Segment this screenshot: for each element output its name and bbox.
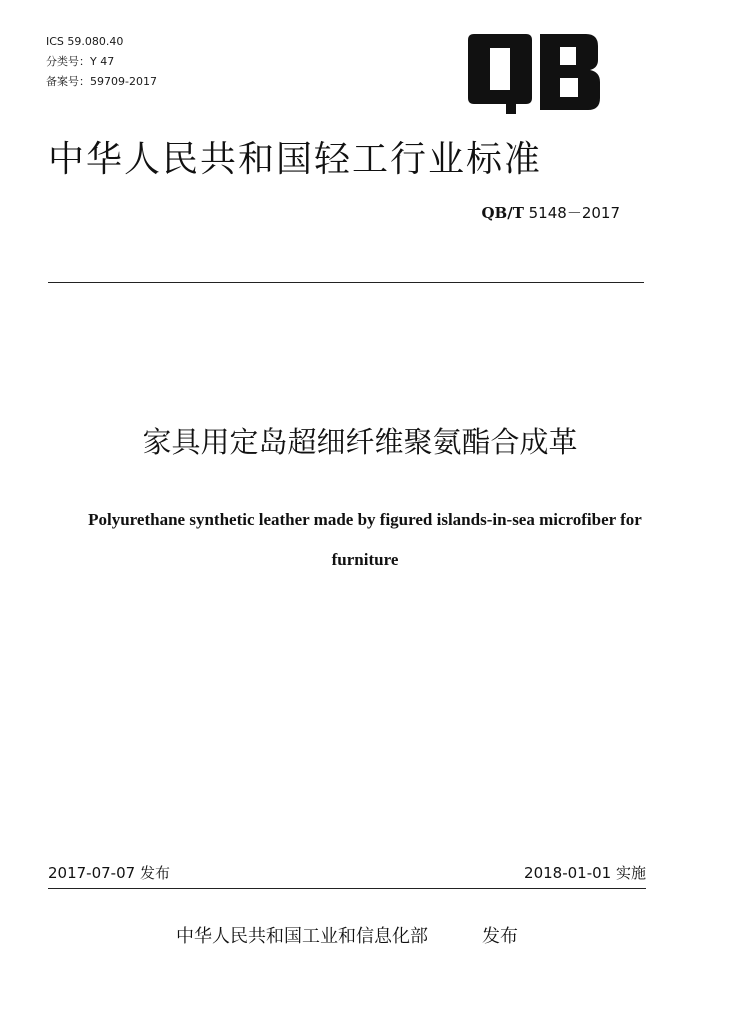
classification-number: 分类号：Y 47 (46, 55, 115, 68)
qb-logo (468, 34, 600, 114)
footer-divider (48, 888, 646, 889)
title-english-line2: furniture (331, 550, 399, 569)
standard-number-value: 5148－2017 (528, 204, 620, 222)
issue-date: 2017-07-07 发布 (48, 864, 170, 882)
issuer-name: 中华人民共和国工业和信息化部 (176, 926, 428, 947)
title-chinese: 家具用定岛超细纤维聚氨酯合成革 (142, 425, 578, 459)
title-english-line1: Polyurethane synthetic leather made by figured islands-in-sea microfiber for (88, 510, 642, 529)
header-divider (48, 282, 644, 283)
ics-code: ICS 59.080.40 (46, 35, 124, 48)
organization-title: 中华人民共和国轻工行业标准 (48, 139, 543, 180)
record-number: 备案号：59709-2017 (46, 75, 157, 88)
implementation-date: 2018-01-01 实施 (524, 864, 646, 882)
standard-number-prefix: QB/T (481, 204, 524, 222)
issuer-action: 发布 (482, 926, 518, 947)
standard-number (424, 203, 620, 223)
